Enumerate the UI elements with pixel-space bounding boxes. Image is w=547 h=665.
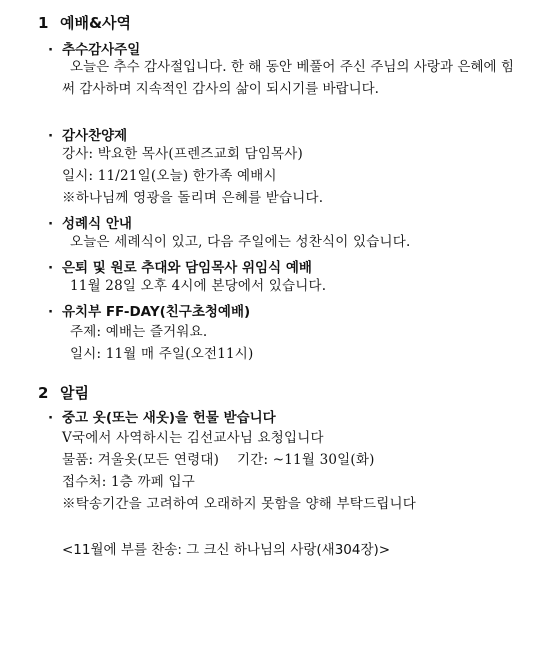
sacrament-line: 오늘은 세례식이 있고, 다음 주일에는 성찬식이 있습니다. xyxy=(70,234,411,250)
bullet-icon: · xyxy=(48,260,54,276)
section-2-number: 2 xyxy=(38,384,49,402)
item-heading-text: 성례식 안내 xyxy=(62,216,132,232)
praise-time-line: 일시: 11/21일(오늘) 한가족 예배시 xyxy=(62,168,277,184)
clothes-items-line: 물품: 겨울옷(모든 연령대) 기간: ~11월 30일(화) xyxy=(62,452,375,468)
bullet-icon: · xyxy=(48,128,54,144)
retirement-line: 11월 28일 오후 4시에 본당에서 있습니다. xyxy=(70,278,327,294)
section-2-title: 알림 xyxy=(60,384,89,402)
item-clothes-donation-heading xyxy=(48,406,276,426)
bullet-icon: · xyxy=(48,216,54,232)
clothes-note-line: ※탁송기간을 고려하여 오래하지 못함을 양해 부탁드립니다 xyxy=(62,496,416,512)
praise-speaker-line: 강사: 박요한 목사(프렌즈교회 담임목사) xyxy=(62,146,304,162)
item-ffday-heading xyxy=(48,300,250,320)
item-heading-text: 유치부 FF-DAY(친구초청예배) xyxy=(62,304,251,320)
bullet-icon: · xyxy=(48,410,54,426)
praise-note-line: ※하나님께 영광을 돌리며 은혜를 받습니다. xyxy=(62,190,324,206)
bullet-icon: · xyxy=(48,42,54,58)
item-heading-text: 은퇴 및 원로 추대와 담임목사 위임식 예배 xyxy=(62,260,312,276)
ffday-theme-line: 주제: 예배는 즐거워요. xyxy=(70,324,208,340)
clothes-dropoff-line: 접수처: 1층 까페 입구 xyxy=(62,474,195,490)
ffday-time-line: 일시: 11월 매 주일(오전11시) xyxy=(70,346,254,362)
section-1-title: 예배&사역 xyxy=(60,14,132,32)
bullet-icon: · xyxy=(48,304,54,320)
item-thanksgiving-paragraph: 오늘은 추수 감사절입니다. 한 해 동안 베풀어 주신 주님의 사랑과 은혜에 힘써 감사하며 지속적인 감사의 삶이 되시기를 바랍니다. xyxy=(62,59,514,97)
item-heading-text: 감사찬양제 xyxy=(62,128,128,144)
section-2-heading xyxy=(38,382,89,403)
section-1-heading xyxy=(38,12,131,33)
item-heading-text: 중고 옷(또는 새옷)을 헌물 받습니다 xyxy=(62,410,276,426)
section-1-number: 1 xyxy=(38,14,49,32)
item-praise-festival-heading xyxy=(48,124,127,144)
clothes-request-line: V국에서 사역하시는 김선교사님 요청입니다 xyxy=(62,430,324,446)
item-heading-text: 추수감사주일 xyxy=(62,42,141,58)
item-retirement-heading xyxy=(48,256,312,276)
item-thanksgiving-heading xyxy=(48,38,140,58)
item-sacrament-heading xyxy=(48,212,132,232)
hymn-of-month: <11월에 부를 찬송: 그 크신 하나님의 사랑(새304장)> xyxy=(62,542,391,558)
